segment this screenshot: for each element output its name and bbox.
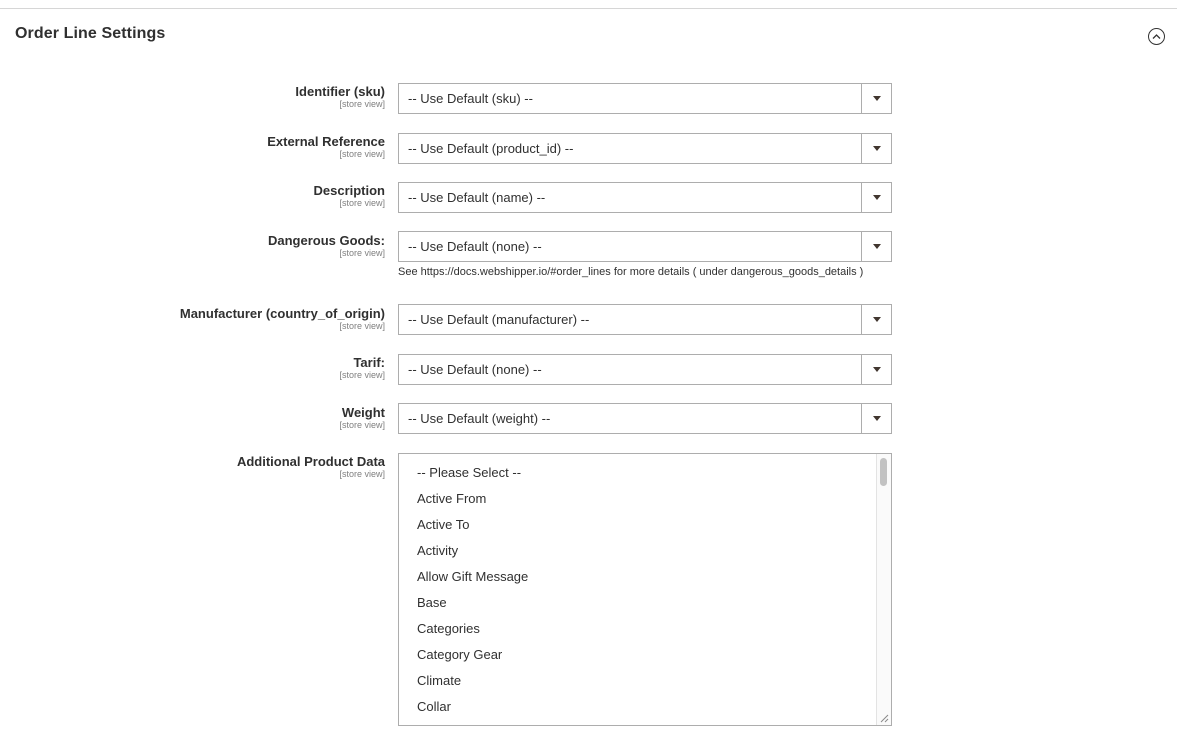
chevron-up-icon	[1152, 33, 1161, 40]
multiselect-option[interactable]: Category Gear	[417, 647, 503, 662]
scope-label: [store view]	[339, 99, 385, 109]
select-value: -- Use Default (none) --	[408, 362, 542, 377]
field-label-weight: Weight	[341, 405, 385, 420]
identifier-select[interactable]	[398, 83, 892, 114]
scope-label: [store view]	[339, 149, 385, 159]
dropdown-arrow-icon	[861, 84, 891, 113]
dropdown-arrow-icon	[861, 232, 891, 261]
field-label-external-reference: External Reference	[267, 134, 385, 149]
manufacturer-select[interactable]	[398, 304, 892, 335]
scope-label: [store view]	[339, 469, 385, 479]
dropdown-arrow-icon	[861, 355, 891, 384]
field-label-description: Description	[313, 183, 385, 198]
section-title: Order Line Settings	[15, 25, 166, 42]
scope-label: [store view]	[339, 248, 385, 258]
select-value: -- Use Default (weight) --	[408, 411, 551, 426]
dropdown-arrow-icon	[861, 183, 891, 212]
multiselect-option[interactable]: Allow Gift Message	[417, 569, 529, 584]
scope-label: [store view]	[339, 370, 385, 380]
scope-label: [store view]	[339, 198, 385, 208]
weight-select[interactable]	[398, 403, 892, 434]
multiselect-option[interactable]: Active From	[417, 491, 487, 506]
select-value: -- Use Default (product_id) --	[408, 141, 574, 156]
description-select[interactable]	[398, 182, 892, 213]
tarif-select[interactable]	[398, 354, 892, 385]
select-value: -- Use Default (sku) --	[408, 91, 533, 106]
multiselect-scrollbar[interactable]	[876, 454, 891, 725]
external-reference-select[interactable]	[398, 133, 892, 164]
multiselect-option[interactable]: Base	[417, 595, 447, 610]
multiselect-option[interactable]: Collar	[417, 699, 451, 714]
additional-product-data-multiselect[interactable]	[398, 453, 892, 726]
dropdown-arrow-icon	[861, 305, 891, 334]
select-value: -- Use Default (manufacturer) --	[408, 312, 590, 327]
scope-label: [store view]	[339, 420, 385, 430]
resize-handle-icon[interactable]	[880, 714, 889, 723]
dropdown-arrow-icon	[861, 404, 891, 433]
field-label-additional-product-data: Additional Product Data	[236, 454, 385, 469]
dropdown-arrow-icon	[861, 134, 891, 163]
dangerous-goods-note: See https://docs.webshipper.io/#order_lines for more details ( under dangerous_goods_details )	[398, 266, 864, 278]
dangerous-goods-select[interactable]	[398, 231, 892, 262]
field-label-dangerous-goods: Dangerous Goods:	[267, 233, 385, 248]
select-value: -- Use Default (none) --	[408, 239, 542, 254]
scrollbar-thumb[interactable]	[880, 458, 887, 486]
multiselect-option[interactable]: -- Please Select --	[417, 465, 522, 480]
multiselect-option[interactable]: Activity	[417, 543, 459, 558]
section-top-divider	[0, 8, 1177, 9]
field-label-tarif: Tarif:	[353, 355, 385, 370]
select-value: -- Use Default (name) --	[408, 190, 546, 205]
field-label-manufacturer: Manufacturer (country_of_origin)	[179, 306, 385, 321]
field-label-identifier: Identifier (sku)	[295, 84, 385, 99]
collapse-section-button[interactable]	[1148, 28, 1165, 45]
multiselect-option[interactable]: Categories	[417, 621, 480, 636]
multiselect-option[interactable]: Climate	[417, 673, 462, 688]
scope-label: [store view]	[339, 321, 385, 331]
multiselect-option[interactable]: Active To	[417, 517, 470, 532]
